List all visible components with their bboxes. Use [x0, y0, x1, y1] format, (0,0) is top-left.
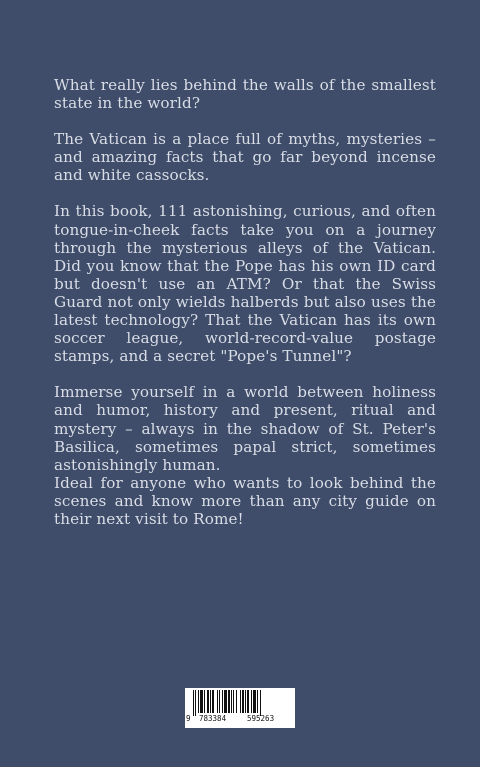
barcode-number [185, 714, 295, 726]
barcode-left-group: 783384 [199, 714, 227, 723]
barcode-right-group: 595263 [247, 714, 275, 723]
barcode-first-digit: 9 [186, 714, 191, 723]
blurb-question: What really lies behind the walls of the smallest state in the world? [54, 76, 436, 113]
barcode-bars-icon [193, 690, 287, 716]
isbn-barcode [185, 688, 295, 728]
blurb-ideal: Ideal for anyone who wants to look behind the scenes and know more than any city guide on their next visit to Rome! [54, 473, 436, 528]
blurb-immerse: Immerse yourself in a world between holiness and humor, history and present, ritual and mystery – always in the shadow of St. Peter's Basilica, sometimes papal strict, sometimes astonishingly human. [54, 383, 436, 474]
blurb-intro: The Vatican is a place full of myths, mysteries – and amazing facts that go far beyond incense and white cassocks. [54, 130, 436, 185]
blurb-text [54, 76, 436, 546]
blurb-facts: In this book, 111 astonishing, curious, and often tongue-in-cheek facts take you on a journey through the mysterious alleys of the Vatican. Did you know that the Pope has his own ID card but doesn't use an ATM? Or that the Swiss Guard not only wields halberds but also uses the latest technology? That the Vatican has its own soccer league, world-record-value postage stamps, and a secret "Pope's Tunnel"? [54, 202, 436, 366]
